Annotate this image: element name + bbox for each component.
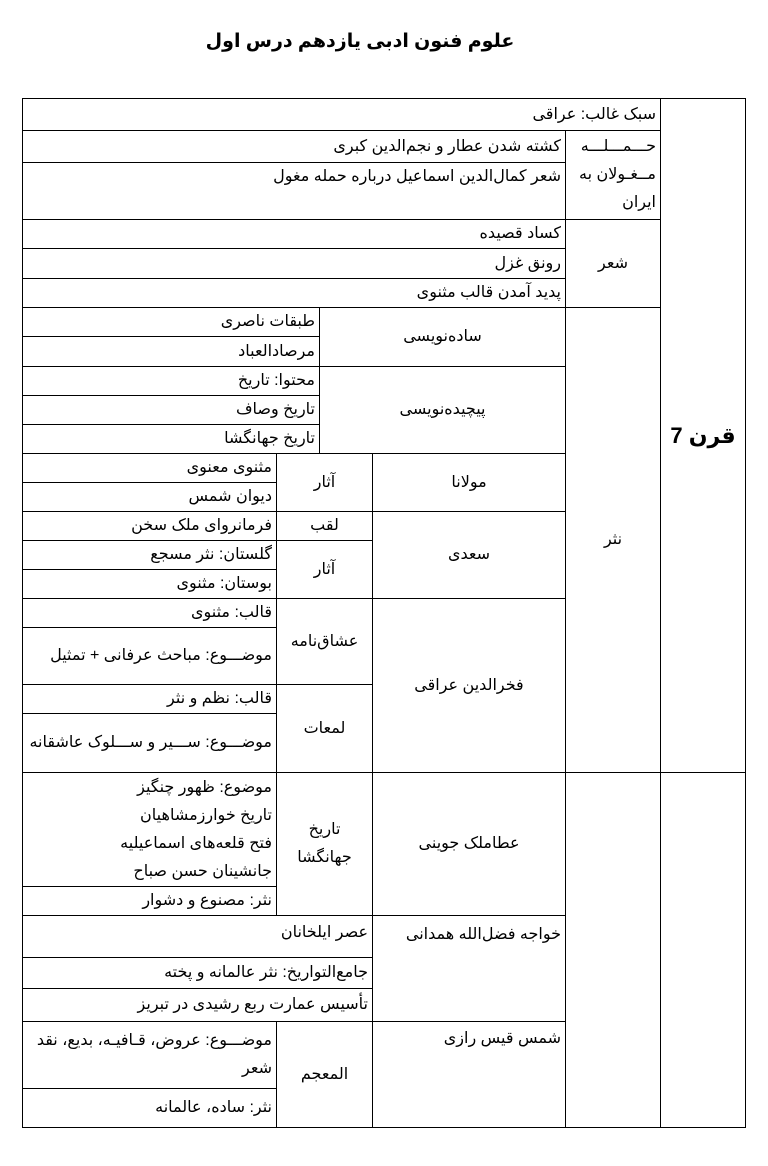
ushshaq-label: عشاق‌نامه xyxy=(276,598,373,685)
mongol-label: حـــمـــلـــه مــغـولان به ایران xyxy=(565,130,661,220)
joveyni-topic: تاریخ خوارزمشاهیان xyxy=(140,806,272,824)
saadi-name: سعدی xyxy=(372,511,566,599)
simple-item: طبقات ناصری xyxy=(22,307,320,337)
shams-work: المعجم xyxy=(276,1021,373,1128)
molana-works-label: آثار xyxy=(276,453,373,512)
joveyni-name: عطاملک جوینی xyxy=(372,772,566,916)
shams-item: نثر: ساده، عالمانه xyxy=(22,1088,277,1128)
shams-name: شمس قیس رازی xyxy=(372,1021,566,1128)
ushshaq-item: موضـــوع: مباحث عرفانی + تمثیل xyxy=(22,627,277,685)
lamaat-item: قالب: نظم و نثر xyxy=(22,684,277,714)
hamedani-item: تأسیس عمارت ربع رشیدی در تبریز xyxy=(22,988,373,1022)
hamedani-item: عصر ایلخانان xyxy=(22,915,373,958)
empty-cell xyxy=(565,772,661,1128)
prose-label: نثر xyxy=(565,307,661,773)
joveyni-work: تاریخ جهانگشا xyxy=(276,772,373,916)
lamaat-item: موضـــوع: ســـیر و ســـلوک عاشقانه xyxy=(22,713,277,773)
complex-item: تاریخ جهانگشا xyxy=(22,424,320,454)
complex-writing-label: پیچیده‌نویسی xyxy=(319,366,566,454)
complex-item: تاریخ وصاف xyxy=(22,395,320,425)
empty-cell xyxy=(660,772,746,1128)
lamaat-label: لمعات xyxy=(276,684,373,773)
joveyni-topics xyxy=(22,772,277,887)
molana-work: مثنوی معنوی xyxy=(22,453,277,483)
joveyni-topic: موضوع: ظهور چنگیز xyxy=(137,778,272,796)
poetry-item: رونق غزل xyxy=(22,248,566,279)
eraghi-name: فخرالدین عراقی xyxy=(372,598,566,773)
simple-item: مرصادالعباد xyxy=(22,336,320,367)
ushshaq-item: قالب: مثنوی xyxy=(22,598,277,628)
saadi-work: بوستان: مثنوی xyxy=(22,569,277,599)
joveyni-topic: فتح قلعه‌های اسماعیلیه xyxy=(120,834,272,852)
mongol-item: کشته شدن عطار و نجم‌الدین کبری xyxy=(22,130,566,163)
hamedani-name: خواجه فضل‌الله همدانی xyxy=(372,915,566,1022)
page-title: علوم فنون ادبی یازدهم درس اول xyxy=(205,31,515,52)
mongol-item: شعر کمال‌الدین اسماعیل درباره حمله مغول xyxy=(22,162,566,220)
saadi-works-label: آثار xyxy=(276,540,373,599)
saadi-work: گلستان: نثر مسجع xyxy=(22,540,277,570)
joveyni-prose: نثر: مصنوع و دشوار xyxy=(22,886,277,916)
poetry-item: پدید آمدن قالب مثنوی xyxy=(22,278,566,308)
hamedani-item: جامع‌التواریخ: نثر عالمانه و پخته xyxy=(22,957,373,989)
saadi-title-label: لقب xyxy=(276,511,373,541)
saadi-title: فرمانروای ملک سخن xyxy=(22,511,277,541)
joveyni-topic: جانشینان حسن صباح xyxy=(133,862,272,880)
complex-item: محتوا: تاریخ xyxy=(22,366,320,396)
poetry-item: کساد قصیده xyxy=(22,219,566,249)
molana-work: دیوان شمس xyxy=(22,482,277,512)
shams-item: موضـــوع: عروض، قـافیـه، بدیع، نقد شعر xyxy=(22,1021,277,1089)
molana-name: مولانا xyxy=(372,453,566,512)
century-cell: قرن 7 xyxy=(660,98,746,773)
dominant-style: سبک غالب: عراقی xyxy=(22,98,661,131)
poetry-label: شعر xyxy=(565,219,661,308)
simple-writing-label: ساده‌نویسی xyxy=(319,307,566,367)
